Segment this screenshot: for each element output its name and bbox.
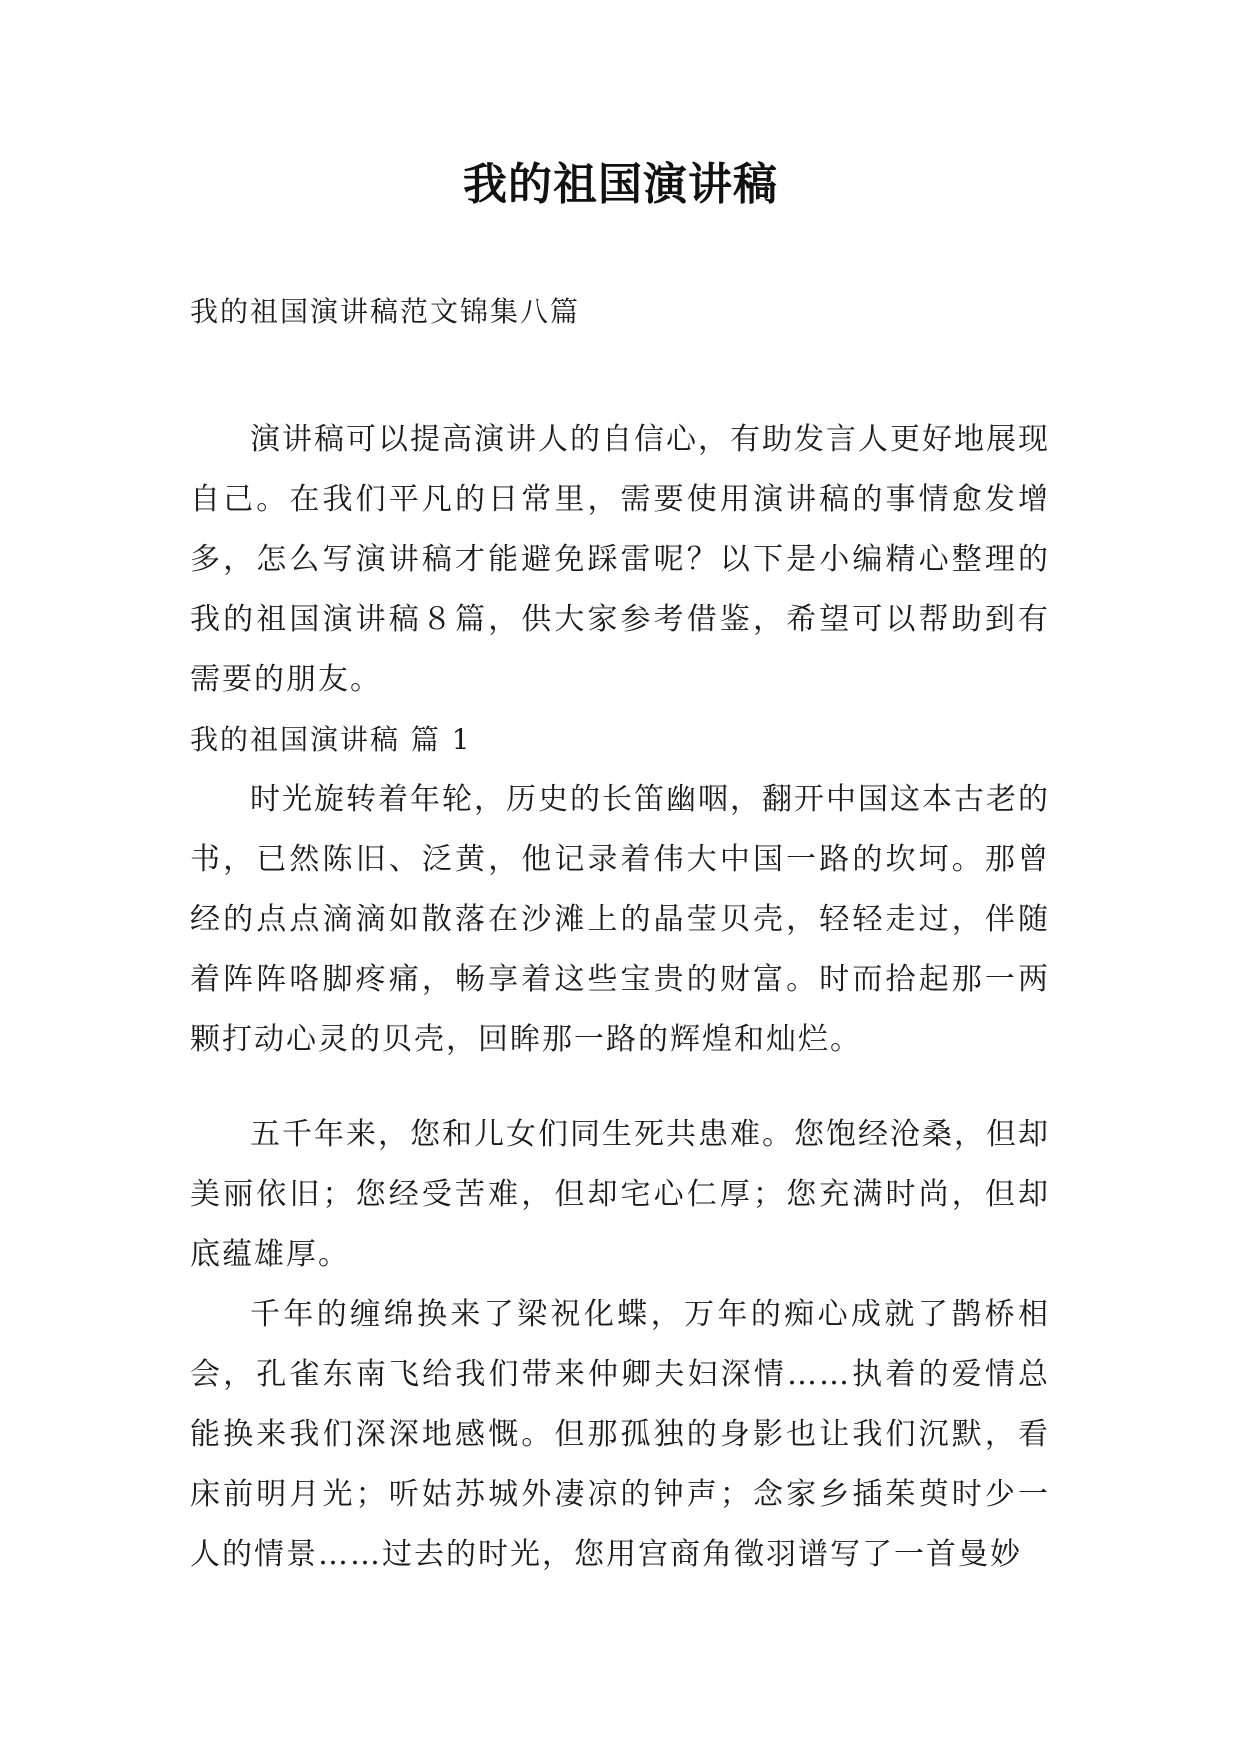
document-subtitle: 我的祖国演讲稿范文锦集八篇 (190, 295, 581, 328)
paragraph-3: 千年的缠绵换来了梁祝化蝶，万年的痴心成就了鹊桥相会，孔雀东南飞给我们带来仲卿夫妇深情……执着的爱情总能换来我们深深地感慨。但那孤独的身影也让我们沉默，看床前明月光；听姑苏城外凄凉的钟声；念家乡插茱萸时少一人的情景……过去的时光，您用宫商角徵羽谱写了一首曼妙 (190, 1297, 1050, 1572)
intro-paragraph: 演讲稿可以提高演讲人的自信心，有助发言人更好地展现自己。在我们平凡的日常里，需要使用演讲稿的事情愈发增多，怎么写演讲稿才能避免踩雷呢？以下是小编精心整理的我的祖国演讲稿８篇，供大家参考借鉴，希望可以帮助到有需要的朋友。 (190, 422, 1050, 697)
paragraph-1: 时光旋转着年轮，历史的长笛幽咽，翻开中国这本古老的书，已然陈旧、泛黄，他记录着伟大中国一路的坎坷。那曾经的点点滴滴如散落在沙滩上的晶莹贝壳，轻轻走过，伴随着阵阵咯脚疼痛，畅享着这些宝贵的财富。时而拾起那一两颗打动心灵的贝壳，回眸那一路的辉煌和灿烂。 (190, 782, 1050, 1057)
body-block-2 (190, 1105, 1050, 1585)
paragraph-2: 五千年来，您和儿女们同生死共患难。您饱经沧桑，但却美丽依旧；您经受苦难，但却宅心仁厚；您充满时尚，但却底蕴雄厚。 (190, 1117, 1050, 1272)
document-title: 我的祖国演讲稿 (463, 159, 778, 210)
section-heading: 我的祖国演讲稿 篇 1 (190, 723, 472, 756)
body-block-1 (190, 410, 1050, 1070)
